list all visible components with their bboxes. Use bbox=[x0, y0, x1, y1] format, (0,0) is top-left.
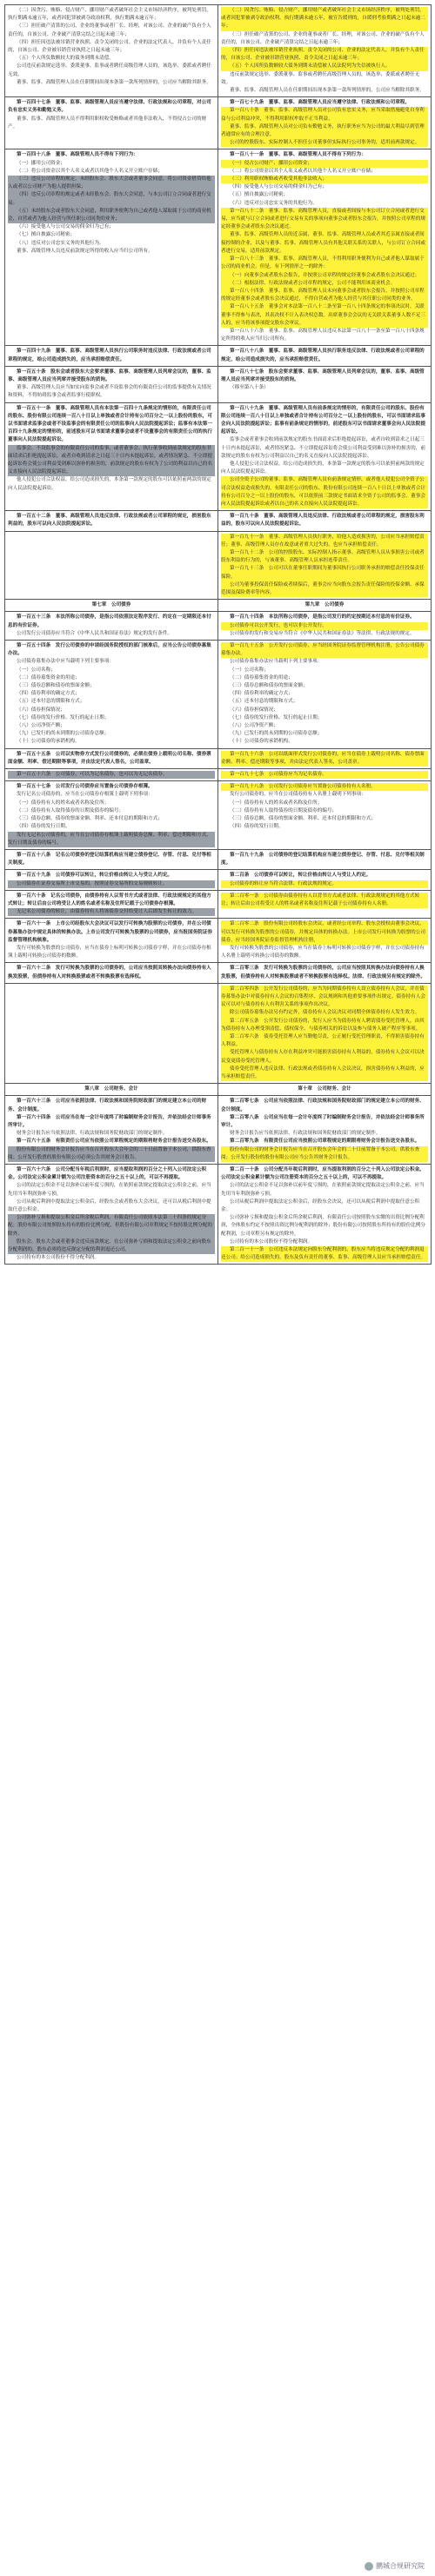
table-row bbox=[5, 1096, 432, 1165]
article-paragraph: （一）挪用公司资金； bbox=[17, 160, 65, 166]
article-paragraph: 第一百八十一条 董事、监事、高级管理人员不得有下列行为： bbox=[230, 152, 366, 158]
new-law-cell bbox=[218, 511, 432, 530]
article-paragraph: 第一百六十五条 有限责任公司应当依照公司章程规定的期限将财务会计报告送交各股东。 bbox=[17, 1139, 211, 1145]
article-paragraph: 第一百八十二条 董事、监事、高级管理人员，直接或者间接与本公司订立合同或者进行交易，应当就与订立合同或者进行交易有关的事项向董事会或者股东会报告，并按照公司章程的规定经董事会或者股东会决议通过。 bbox=[221, 208, 428, 232]
article-paragraph: 第一百四十七条 董事、监事、高级管理人员应当遵守法律、行政法规和公司章程，对公司负有忠实义务和勤勉义务。 bbox=[8, 100, 211, 114]
table-row bbox=[5, 403, 432, 512]
article-paragraph: 第一百七十九条 董事、监事、高级管理人员应当遵守法律、行政法规和公司章程。 bbox=[230, 100, 410, 106]
article-paragraph: （三）债券总额和债券的票面金额； bbox=[230, 683, 308, 689]
article-paragraph: 第一百八十八条 董事、监事、高级管理人员执行职务违反法律、行政法规或者公司章程的规定，给公司造成损失的，应当承担赔偿责任。 bbox=[221, 349, 425, 362]
article-paragraph: （七）债券的发行价格、发行的起止日期； bbox=[17, 714, 110, 720]
article-paragraph: 董事、监事、高级管理人员在任职期间出现本条第一款所列情形的，公司应当解除其职务。 bbox=[17, 79, 211, 85]
table-row bbox=[5, 532, 432, 601]
article-paragraph: 公司债券募集办法应当载明下列主要事项： bbox=[230, 659, 323, 665]
article-paragraph: （六）违反对公司忠实义务的其他行为。 bbox=[230, 200, 318, 206]
old-law-cell bbox=[5, 963, 218, 982]
article-paragraph: （二）根据法律、行政法规或者公司章程的规定，公司不能利用该商业机会。 bbox=[221, 280, 428, 288]
watermark-text: 鹏城合规研究院 bbox=[376, 2562, 425, 2570]
article-paragraph: 第一百八十九条 董事、高级管理人员有前条规定的情形的，有限责任公司的股东、股份有限公司连续一百八十日以上单独或者合计持有公司百分之一以上股份的股东，可以书面请求监事会向人民法院提起诉讼；监事有前条规定的情形的，前述股东可以书面请求董事会向人民法院提起诉讼。 bbox=[221, 405, 425, 435]
article-paragraph: （七）债券的发行价格、发行的起止日期； bbox=[230, 714, 323, 720]
article-paragraph: 董事、监事、高级管理人员对公司负有勤勉义务，执行职务应当为公司的最大利益尽到管理者通常应有的合理注意。 bbox=[221, 123, 428, 139]
article-paragraph: 监事会、不设监事会的有限责任公司的监事，或者董事会、执行董事收到前款规定的股东书面请求后拒绝提起诉讼，或者自收到请求之日起三十日内未提起诉讼，或者情况紧急、不立即提起诉讼将会使公司利益受到难以弥补的损害的，前款规定的股东有权为了公司的利益以自己的名义直接向人民法院提起诉讼。 bbox=[8, 445, 215, 477]
article-paragraph: 第一百六十三条 公司应当依照法律、行政法规和国务院财政部门的规定建立本公司的财务、会计制度。 bbox=[8, 1099, 207, 1112]
article-paragraph: 发行无记名公司债券的，应当在公司债券存根簿上载明债券总额、利率、偿还期限和方式、发行日期及债券的编号。 bbox=[8, 832, 215, 847]
article-paragraph: 董事、监事、高级管理人员在任职期间出现本条第一款所列情形的，公司应当解除其职务。 bbox=[230, 88, 425, 94]
new-law-cell bbox=[218, 1096, 432, 1164]
table-row bbox=[5, 781, 432, 850]
article-paragraph: 公司弥补亏损和提取公积金后所余税后利润，有限责任公司按照股东实缴的出资比例分配利润，全体股东约定不按照出资比例分配利润的除外；股份有限公司按照股东所持有的股份比例分配利润，公司章程另有规定的除外。 bbox=[221, 1215, 425, 1237]
article-paragraph: （二）因贪污、贿赂、侵占财产、挪用财产或者破坏社会主义市场经济秩序，被判处刑罚，或者因犯罪被剥夺政治权利，执行期满未逾五年，被宣告缓刑的，自缓刑考验期满之日起未逾二年； bbox=[221, 7, 428, 31]
article-paragraph: （五）个人因所负数额较大债务到期未清偿被人民法院列为失信被执行人。 bbox=[221, 63, 428, 70]
new-law-cell bbox=[218, 367, 432, 402]
article-paragraph: 第一百五十四条 发行公司债券的申请经国务院授权的部门核准后，应当公告公司债券募集办法。 bbox=[8, 643, 211, 657]
old-law-cell bbox=[5, 511, 218, 530]
article-paragraph: 公司从税后利润中提取法定公积金后，经股东会或者股东大会决议，还可以从税后利润中提取任意公积金。 bbox=[8, 1198, 211, 1213]
article-paragraph: 第二百零二条 股份有限公司经股东会决议，或者经公司章程、股东会授权由董事会决议，可以发行可转换为股票的公司债券，并规定具体的转换办法。上市公司发行可转换为股票的公司债券，应当经国务院证券监督管理机构注册。 bbox=[221, 920, 428, 945]
article-paragraph: 第二百一十条 公司分配当年税后利润时，应当提取利润的百分之十列入公司法定公积金。公司法定公积金累计额为公司注册资本的百分之五十以上的，可以不再提取。 bbox=[221, 1167, 425, 1181]
table-row bbox=[5, 641, 432, 749]
old-law-cell bbox=[5, 403, 218, 511]
article-paragraph: 发行公司债券的，应当在公司债券持有人名册上载明下列事项： bbox=[230, 792, 366, 798]
article-paragraph: 公司的控股股东、实际控制人不担任公司董事但实际执行公司事务的，适用前两款规定。 bbox=[221, 139, 428, 147]
article-paragraph: 公司全资子公司的董事、监事、高级管理人员有前条规定情形，或者他人侵犯公司全资子公司合法权益造成损失的，有限责任公司的股东、股份有限公司连续一百八十日以上单独或者合计持有公司百分之一以上股份的股东，可以依照前三款规定书面请求全资子公司的监事会、董事会向人民法院提起诉讼或者以自己的名义直接向人民法院提起诉讼。 bbox=[221, 476, 428, 508]
wechat-icon bbox=[365, 2562, 373, 2571]
new-law-cell bbox=[218, 97, 432, 149]
old-law-cell bbox=[5, 1084, 218, 1095]
article-paragraph: 第一百五十三条 本法所称公司债券，是指公司依照法定程序发行、约定在一定期限还本付息的有价证券。 bbox=[8, 614, 211, 628]
article-paragraph: 他人侵犯公司合法权益，给公司造成损失的，本条第一款规定的股东可以依照前两款的规定向人民法院提起诉讼。 bbox=[221, 461, 425, 475]
article-paragraph: （一）公司名称； bbox=[17, 667, 56, 673]
article-paragraph: （二）债券持有人取得债券的日期及债券的编号； bbox=[17, 807, 124, 813]
new-law-cell bbox=[218, 346, 432, 365]
old-law-cell bbox=[5, 749, 218, 768]
table-row bbox=[5, 919, 432, 963]
old-law-cell bbox=[5, 346, 218, 365]
article-paragraph: 第一百五十二条 董事、高级管理人员违反法律、行政法规或者公司章程的规定，损害股东利益的，股东可以向人民法院提起诉讼。 bbox=[8, 514, 211, 528]
article-paragraph: （二）将公司资金以其个人名义或者以其他个人名义开立账户存储； bbox=[17, 168, 163, 174]
article-paragraph: 第一百九十五条 公开发行公司债券，应当经国务院证券监督管理机构注册，公告公司债券募集办法。 bbox=[221, 642, 428, 658]
article-paragraph: （二）债券持有人取得债券的日期及债券的编号； bbox=[230, 807, 338, 813]
table-row bbox=[5, 984, 432, 1084]
article-paragraph: （八）公司净资产额； bbox=[17, 723, 65, 729]
article-paragraph: 第一百六十四条 公司应当在每一会计年度终了时编制财务会计报告，并依法经会计师事务所审计。 bbox=[8, 1114, 211, 1128]
article-paragraph: （三）债券总额，债券的票面金额、利率、还本付息的期限和方式； bbox=[230, 816, 376, 822]
article-paragraph: （四）违反公司章程的规定或者未经股东会、股东大会同意，与本公司订立合同或者进行交易； bbox=[8, 191, 215, 207]
old-law-cell bbox=[5, 919, 218, 962]
table-row bbox=[5, 1165, 432, 1265]
article-paragraph: 第一百四十八条 董事、高级管理人员不得有下列行为： bbox=[17, 152, 138, 158]
article-paragraph: 第一百八十四条 董事、监事、高级管理人员未向董事会或者股东会报告，并按照公司章程的规定经董事会或者股东会决议通过，不得自营或者为他人经营与其任职公司同类的业务。 bbox=[221, 288, 428, 303]
chapter-heading: 第九章 公司债券 bbox=[304, 602, 345, 608]
article-paragraph: 公司债券在证券交易所上市交易的，按照证券交易所的交易规则转让。 bbox=[8, 880, 215, 888]
article-paragraph: （四）债券利率的确定方式； bbox=[230, 691, 293, 697]
table-row bbox=[5, 769, 432, 781]
article-paragraph: 第二百零六条 债券受托管理人应当勤勉尽责，公正履行受托管理职责，不得损害债券持有人利益。 bbox=[221, 1033, 428, 1049]
new-law-cell bbox=[218, 781, 432, 849]
new-law-cell bbox=[218, 612, 432, 640]
article-paragraph: 第一百九十条 董事、高级管理人员违反法律、行政法规或者公司章程的规定，损害股东利益的，股东可以向人民法院提起诉讼。 bbox=[221, 514, 425, 528]
article-paragraph: （二）债券募集资金的用途； bbox=[17, 674, 80, 681]
new-law-cell bbox=[218, 870, 432, 889]
article-paragraph: （四）债券利率的确定方式； bbox=[17, 691, 80, 697]
article-paragraph: （一）债券持有人的姓名或者名称及住所； bbox=[230, 800, 323, 806]
article-paragraph: 公司从税后利润中提取法定公积金后，经股东会决议，还可以从税后利润中提取任意公积金。 bbox=[221, 1198, 420, 1213]
article-paragraph: 第一百四十九条 董事、监事、高级管理人员执行公司职务时违反法律、行政法规或者公司章程的规定，给公司造成损失的，应当承担赔偿责任。 bbox=[8, 349, 211, 362]
article-paragraph: 第一百五十七条 公司发行公司债券应当置备公司债券存根簿。 bbox=[17, 784, 153, 790]
article-paragraph: 第一百五十九条 公司债券可以转让，转让价格由转让人与受让人约定。 bbox=[17, 873, 173, 879]
article-paragraph: 无记名公司债券的转让，由债券持有人将该债券交付给受让人后即发生转让的效力。 bbox=[8, 908, 215, 916]
article-paragraph: 第二百零四条 公开发行公司债券的，应当为同期债券持有人设立债券持有人会议，并在债券募集办法中对债券持有人会议的召集程序、会议规则和其他重要事项作出规定。债券持有人会议可以对与债券持有人有利害关系的事项作出决议。 bbox=[221, 986, 428, 1010]
article-paragraph: 监事会或者董事会收到前款规定的股东书面请求后拒绝提起诉讼，或者自收到请求之日起三十日内未提起诉讼，或者情况紧急、不立即提起诉讼将会使公司利益受到难以弥补的损害的，前款规定的股东有权为公司利益以自己的名义直接向人民法院提起诉讼。 bbox=[221, 437, 425, 459]
comparison-table bbox=[4, 4, 432, 1265]
article-paragraph: 第二百条 公司债券可以转让，转让价格由转让人与受让人约定。 bbox=[230, 873, 371, 879]
old-law-cell bbox=[5, 367, 218, 402]
article-paragraph: （六）债券担保情况； bbox=[17, 707, 65, 713]
article-paragraph: （十）公司债券的承销机构。 bbox=[17, 739, 80, 745]
article-paragraph: 发行记名公司债券的，应当在公司债券存根簿上载明下列事项： bbox=[17, 792, 153, 798]
chapter-heading: 第七章 公司债券 bbox=[91, 602, 131, 608]
article-paragraph: 董事、监事、高级管理人员的近亲属，董事、监事、高级管理人员或者其近亲属直接或者间接控制的企业，以及与董事、监事、高级管理人员有其他关联关系的关联人，与公司订立合同或者进行交易，适用前款规定。 bbox=[221, 231, 428, 256]
article-paragraph: （五）擅自披露公司秘密； bbox=[230, 192, 289, 198]
article-paragraph: 第二百零九条 有限责任公司应当按照公司章程规定的期限将财务会计报告送交各股东。 bbox=[230, 1139, 420, 1145]
article-paragraph: 公司的法定公积金不足以弥补以前年度亏损的，在依照前款规定提取法定公积金之前，应当先用当年利润弥补亏损。 bbox=[221, 1183, 425, 1197]
article-paragraph: 发行可转换为股票的公司债券，应当在债券上标明可转换公司债券字样，并在公司债券存根簿上载明可转换公司债券的数额。 bbox=[8, 945, 211, 959]
article-paragraph: 第一百五十一条 董事、高级管理人员有本法第一百四十九条规定的情形的，有限责任公司的股东、股份有限公司连续一百八十日以上单独或者合计持有公司百分之一以上股份的股东，可以书面请求监事会或者不设监事会的有限责任公司的监事向人民法院提起诉讼；监事有本法第一百四十九条规定的情形的，前述股东可以书面请求董事会或者不设董事会的有限责任公司的执行董事向人民法院提起诉讼。 bbox=[8, 405, 212, 443]
article-paragraph: （九）已发行的尚未到期的公司债券总额； bbox=[230, 731, 323, 737]
old-law-cell bbox=[5, 600, 218, 611]
article-paragraph: （十）公司债券的承销机构。 bbox=[230, 739, 293, 745]
article-paragraph: （四）接受他人与公司交易的佣金归为己有； bbox=[230, 184, 327, 190]
article-paragraph: 第一百六十条 记名公司债券，由债券持有人以背书方式或者法律、行政法规规定的其他方式转让；转让后由公司将受让人的姓名或者名称及住所记载于公司债券存根簿。 bbox=[8, 893, 211, 906]
article-paragraph: 董事、监事、高级管理人员不得利用职权收受贿赂或者其他非法收入，不得侵占公司的财产。 bbox=[8, 116, 207, 129]
new-law-cell bbox=[218, 149, 432, 345]
table-row bbox=[5, 5, 432, 97]
table-row bbox=[5, 511, 432, 531]
article-paragraph: 除公司债券募集办法另有约定外，债券持有人会议决议对同期全体债券持有人发生效力。 bbox=[221, 1009, 428, 1017]
article-paragraph: 公司债券的发行和交易应当符合《中华人民共和国证券法》等法律、行政法规的规定。 bbox=[230, 630, 415, 636]
article-paragraph: 第一百九十九条 公司债券的登记结算机构应当建立债券登记、存管、付息、兑付等相关制度。 bbox=[221, 852, 425, 866]
article-paragraph: 公司持有的本公司股份不得分配利润。 bbox=[230, 1238, 313, 1245]
article-paragraph: 第一百九十七条 公司债券应当为记名债券。 bbox=[221, 771, 428, 779]
article-paragraph: 董事、高级管理人员应当如实向监事会或者不设监事会的有限责任公司的监事提供有关情况和资料，不得妨碍监事会或者监事行使职权。 bbox=[8, 385, 211, 399]
article-paragraph: （六）债券担保情况； bbox=[230, 707, 278, 713]
article-paragraph: 财务会计报告应当依照法律、行政法规和国务院财政部门的规定制作。 bbox=[230, 1131, 381, 1137]
old-law-cell bbox=[5, 870, 218, 889]
new-law-cell bbox=[218, 1165, 432, 1264]
old-law-cell bbox=[5, 1096, 218, 1164]
table-row bbox=[5, 612, 432, 641]
table-row bbox=[5, 600, 432, 612]
new-law-cell bbox=[218, 769, 432, 780]
article-paragraph: 第二百一十一条 公司违反本法规定向股东分配利润的，股东应当将违反规定分配的利润退还公司；给公司造成损失的，股东及负有责任的董事、监事、高级管理人员应当承担赔偿责任。 bbox=[221, 1246, 428, 1262]
old-law-cell bbox=[5, 984, 218, 1083]
new-law-cell bbox=[218, 891, 432, 919]
new-law-cell bbox=[218, 403, 432, 511]
article-paragraph: 公司持有的本公司股份不得分配利润。 bbox=[17, 1255, 100, 1261]
article-paragraph: （八）违反对公司忠实义务的其他行为。 bbox=[17, 240, 104, 246]
article-paragraph: 公司债券募集办法中应当载明下列主要事项： bbox=[17, 659, 114, 665]
new-law-cell bbox=[218, 984, 432, 1083]
article-paragraph: （四）担任因违法被吊销营业执照、责令关闭的公司、企业的法定代表人，并负有个人责任的，自该公司、企业被吊销营业执照之日起未逾三年； bbox=[8, 39, 211, 54]
article-paragraph: （五）未经股东会或者股东大会同意，利用职务便利为自己或者他人谋取属于公司的商业机会，自营或者为他人经营与所任职公司同类的业务； bbox=[8, 208, 215, 223]
article-paragraph: 第一百八十三条 董事、监事、高级管理人员，不得利用职务便利为自己或者他人谋取属于公司的商业机会。但是，有下列情形之一的除外： bbox=[221, 256, 428, 271]
new-law-cell bbox=[218, 1084, 432, 1095]
article-paragraph: 公司发行公司债券应当符合《中华人民共和国证券法》规定的发行条件。 bbox=[17, 630, 173, 636]
article-paragraph: 发行可转换为股票的公司债券，应当在债券上标明可转换公司债券字样，并在公司债券持有人名册上载明可转换公司债券的数额。 bbox=[221, 945, 425, 959]
article-paragraph: 第一百五十五条 公司以实物券方式发行公司债券的，必须在债券上载明公司名称、债券票面金额、利率、偿还期限等事项，并由法定代表人签名，公司盖章。 bbox=[8, 751, 211, 765]
article-paragraph: （五）个人所负数额较大的债务到期未清偿。 bbox=[17, 56, 114, 62]
article-paragraph: 财务会计报告应当依照法律、行政法规和国务院财政部门的规定制作。 bbox=[17, 1131, 168, 1137]
table-row bbox=[5, 891, 432, 920]
article-paragraph: 受托管理人与债券持有人存在利益冲突可能损害债券持有人利益的，债券持有人会议可以决议变更债券受托管理人。 bbox=[221, 1049, 428, 1065]
article-paragraph: 股份有限公司的财务会计报告应当在召开股东会年会的二十日前置备于本公司，供股东查阅；公开发行股份的股份有限公司应当公告其财务会计报告。 bbox=[221, 1146, 428, 1162]
table-row bbox=[5, 963, 432, 983]
article-paragraph: 第一百五十条 股东会或者股东大会要求董事、监事、高级管理人员列席会议的，董事、监事、高级管理人员应当列席并接受股东的质询。 bbox=[8, 368, 211, 382]
article-paragraph: （二）因贪污、贿赂、侵占财产、挪用财产或者破坏社会主义市场经济秩序，被判处刑罚，执行期满未逾五年，或者因犯罪被剥夺政治权利，执行期满未逾五年； bbox=[8, 8, 211, 22]
chapter-heading: 第十章 公司财务、会计 bbox=[298, 1086, 351, 1092]
article-paragraph: 公司的法定公积金不足以弥补以前年度亏损的，在依照前款规定提取法定公积金之前，应当先用当年利润弥补亏损。 bbox=[8, 1183, 211, 1197]
article-paragraph: （一）公司名称； bbox=[230, 667, 269, 673]
article-paragraph: 债券受托管理人违反法律、行政法规或者债券持有人会议决议，损害债券持有人利益的，应当承担赔偿责任。 bbox=[221, 1066, 428, 1081]
article-paragraph: 违反前款规定选举、委派董事、监事或者聘任高级管理人员的，该选举、委派或者聘任无效。 bbox=[221, 71, 420, 85]
article-paragraph: （四）债券的发行日期。 bbox=[17, 824, 70, 830]
article-paragraph: （三）担任破产清算的公司、企业的董事或者厂长、经理，对该公司、企业的破产负有个人责任的，自该公司、企业破产清算完结之日起未逾三年； bbox=[221, 31, 425, 45]
article-paragraph: 第一百八十条 董事、监事、高级管理人员对公司负有忠实义务，应当采取措施避免自身利益与公司利益冲突，不得利用职权牟取不正当利益。 bbox=[221, 107, 428, 123]
article-paragraph: （四）担任因违法被吊销营业执照、责令关闭的公司、企业的法定代表人，并负有个人责任的，自该公司、企业被吊销营业执照、责令关闭之日起未逾三年； bbox=[221, 47, 428, 63]
article-paragraph: （四）债券的发行日期。 bbox=[230, 824, 284, 830]
article-paragraph: （移至第八十条） bbox=[230, 385, 269, 391]
article-paragraph: 股东会、股东大会或者董事会违反前款规定，在公司弥补亏损和提取法定公积金之前向股东分配利润的，股东必须将违反规定分配的利润退还公司。 bbox=[8, 1238, 215, 1254]
article-paragraph: 第一百九十二条 公司的控股股东、实际控制人指示董事、高级管理人员从事损害公司或者股东利益的行为的，与该董事、高级管理人员承担连带责任。 bbox=[221, 549, 428, 565]
article-paragraph: （六）接受他人与公司交易的佣金归为己有； bbox=[17, 224, 114, 230]
table-row bbox=[5, 749, 432, 769]
new-law-cell bbox=[218, 963, 432, 982]
table-row bbox=[5, 870, 432, 890]
article-paragraph: 董事、高级管理人员违反前款规定所得的收入应当归公司所有。 bbox=[17, 248, 153, 254]
article-paragraph: 他人侵犯公司合法权益，给公司造成损失的，本条第一款规定的股东可以依照前两款的规定向人民法院提起诉讼。 bbox=[8, 477, 211, 491]
article-paragraph: （一）债券持有人的姓名或者名称及住所； bbox=[17, 800, 110, 806]
article-paragraph: （九）已发行的尚未到期的公司债券总额； bbox=[17, 731, 110, 737]
new-law-cell bbox=[218, 5, 432, 96]
table-row bbox=[5, 97, 432, 149]
article-paragraph: 第一百六十六条 公司分配当年税后利润时，应当提取利润的百分之十列入公司法定公积金。公司法定公积金累计额为公司注册资本的百分之五十以上的，可以不再提取。 bbox=[8, 1167, 207, 1181]
old-law-cell bbox=[5, 1165, 218, 1264]
new-law-cell bbox=[218, 749, 432, 768]
article-paragraph: 公司弥补亏损和提取公积金后所余税后利润，有限责任公司依照本法第三十四条的规定分配；股份有限公司按照股东持有的股份比例分配，但股份有限公司章程规定不按持股比例分配的除外。 bbox=[8, 1214, 215, 1238]
article-paragraph: 股份有限公司的财务会计报告应当在召开股东大会年会的二十日前置备于本公司，供股东查阅；公开发行股票的股份有限公司必须公告其财务会计报告。 bbox=[8, 1146, 215, 1162]
article-paragraph: 第一百九十一条 董事、高级管理人员执行职务，给他人造成损害的，公司应当承担赔偿责任；董事、高级管理人员存在故意或者重大过失的，也应当承担赔偿责任。 bbox=[221, 534, 428, 549]
new-law-cell bbox=[218, 600, 432, 611]
old-law-cell bbox=[5, 769, 218, 780]
article-paragraph: 第一百九十三条 公司可以在董事任职期间为董事因执行公司职务承担的赔偿责任投保责任保险。 bbox=[221, 565, 428, 581]
article-paragraph: （三）违反公司章程的规定，未经股东会、股东大会或者董事会同意，将公司资金借贷给他人或者以公司财产为他人提供担保； bbox=[8, 176, 215, 191]
article-paragraph: （七）擅自披露公司秘密； bbox=[17, 232, 76, 238]
article-paragraph: 第二百零五条 公开发行公司债券的，发行人应当为债券持有人聘请债券受托管理人，由其为债券持有人办理受领清偿、债权保全、与债券相关的诉讼以及参与债务人破产程序等事项。 bbox=[221, 1018, 428, 1033]
old-law-cell bbox=[5, 850, 218, 869]
article-paragraph: 第一百九十八条 公司发行公司债券应当置备公司债券持有人名册。 bbox=[221, 783, 428, 791]
table-row bbox=[5, 1084, 432, 1096]
article-paragraph: 第一百五十六条 公司债券，可以为记名债券，也可以为无记名债券。 bbox=[8, 771, 215, 779]
table-row bbox=[5, 367, 432, 403]
article-paragraph: 第一百八十七条 股东会要求董事、监事、高级管理人员列席会议的，董事、监事、高级管理人员应当列席并接受股东的质询。 bbox=[221, 368, 425, 382]
article-paragraph: 公司债券可以公开发行，也可以非公开发行。 bbox=[221, 622, 428, 630]
article-paragraph: （三）债券总额，债券的票面金额、利率、还本付息的期限和方式； bbox=[17, 816, 163, 822]
article-paragraph: 第一百五十八条 记名公司债券的登记结算机构应当建立债券登记、存管、付息、兑付等相关制度。 bbox=[8, 852, 211, 866]
old-law-cell bbox=[5, 532, 218, 600]
new-law-cell bbox=[218, 919, 432, 962]
old-law-cell bbox=[5, 149, 218, 345]
old-law-cell bbox=[5, 5, 218, 96]
article-paragraph: （五）还本付息的期限和方式； bbox=[17, 699, 85, 705]
article-paragraph: 第一百六十一条 上市公司经股东大会决议可以发行可转换为股票的公司债券，并在公司债券募集办法中规定具体的转换办法。上市公司发行可转换为股票的公司债券，应当报国务院证券监督管理机构核准。 bbox=[8, 921, 212, 943]
article-paragraph: （二）将公司资金以其个人名义或者以其他个人名义开立账户存储； bbox=[230, 168, 376, 174]
article-paragraph: 第二百零一条 公司债券由债券持有人以背书方式或者法律、行政法规规定的其他方式转让；转让后由公司将受让人的姓名或者名称及住所记载于公司债券持有人名册。 bbox=[221, 893, 428, 908]
new-law-cell bbox=[218, 532, 432, 600]
article-paragraph: （五）还本付息的期限和方式； bbox=[230, 699, 298, 705]
chapter-heading: 第八章 公司财务、会计 bbox=[84, 1086, 138, 1092]
article-paragraph: （八）公司净资产额； bbox=[230, 723, 278, 729]
table-row bbox=[5, 346, 432, 366]
article-paragraph: （二）债券募集资金的用途； bbox=[230, 674, 293, 681]
article-paragraph: 第二百零七条 公司应当依照法律、行政法规和国务院财政部门的规定建立本公司的财务、会计制度。 bbox=[221, 1099, 425, 1112]
article-paragraph: （一）向董事会或者股东会报告，并按照公司章程的规定经董事会或者股东会决议通过； bbox=[221, 272, 428, 280]
article-paragraph: 公司债券的转让应当符合法律、行政法规的规定。 bbox=[221, 880, 428, 888]
new-law-cell bbox=[218, 850, 432, 869]
article-paragraph: 第一百九十四条 本法所称公司债券，是指公司发行的约定按期还本付息的有价证券。 bbox=[230, 614, 415, 621]
article-paragraph: （一）侵占公司财产、挪用公司资金； bbox=[221, 160, 428, 168]
article-paragraph: 公司违反前款规定选举、委派董事、监事或者聘任高级管理人员的，该选举、委派或者聘任无效。 bbox=[8, 63, 211, 77]
table-row bbox=[5, 850, 432, 870]
article-paragraph: （三）利用职权贿赂或者收受其他非法收入； bbox=[221, 176, 428, 183]
article-paragraph: 第二百零三条 发行可转换为股票的公司债券的，公司应当按照其转换办法向债券持有人换发股票，但债券持有人对转换股票或者不转换股票有选择权。法律、行政法规另有规定的除外。 bbox=[221, 966, 425, 979]
old-law-cell bbox=[5, 781, 218, 849]
table-row bbox=[5, 149, 432, 346]
watermark bbox=[365, 2561, 425, 2571]
article-paragraph: 第一百九十六条 公司以纸面形式发行公司债券的，应当在债券上载明公司名称、债券票面金额、利率、偿还期限等事项，并由法定代表人签名，公司盖章。 bbox=[221, 751, 428, 767]
old-law-cell bbox=[5, 97, 218, 149]
new-law-cell bbox=[218, 641, 432, 748]
article-paragraph: 第一百八十六条 董事、监事、高级管理人员违反本法第一百八十一条至第一百八十四条规定所得的收入应当归公司所有。 bbox=[221, 328, 425, 342]
article-paragraph: 第一百六十二条 发行可转换为股票的公司债券的，公司应当按照其转换办法向债券持有人换发股票，但债券持有人对转换股票或者不转换股票有选择权。 bbox=[8, 966, 211, 979]
article-paragraph: （三）担任破产清算的公司、企业的董事或者厂长、经理，对该公司、企业的破产负有个人责任的，自该公司、企业破产清算完结之日起未逾三年； bbox=[8, 23, 211, 37]
old-law-cell bbox=[5, 612, 218, 640]
article-paragraph: 第二百零八条 公司应当在每一会计年度终了时编制财务会计报告，并依法经会计师事务所审计。 bbox=[221, 1114, 425, 1128]
article-paragraph: 公司为董事投保责任保险或者续保后，董事会应当向股东会报告责任保险的投保金额、承保范围及保险费率等内容。 bbox=[221, 581, 428, 597]
old-law-cell bbox=[5, 891, 218, 919]
article-paragraph: （三）债券总额和债券的票面金额； bbox=[17, 683, 95, 689]
article-paragraph: 第一百八十五条 董事会对本法第一百八十二条至第一百八十四条规定的事项决议时，关联董事不得参与表决，其表决权不计入表决权总数。出席董事会会议的无关联关系董事人数不足三人的，应当将该事项提交股东会审议。 bbox=[221, 303, 428, 328]
old-law-cell bbox=[5, 641, 218, 748]
